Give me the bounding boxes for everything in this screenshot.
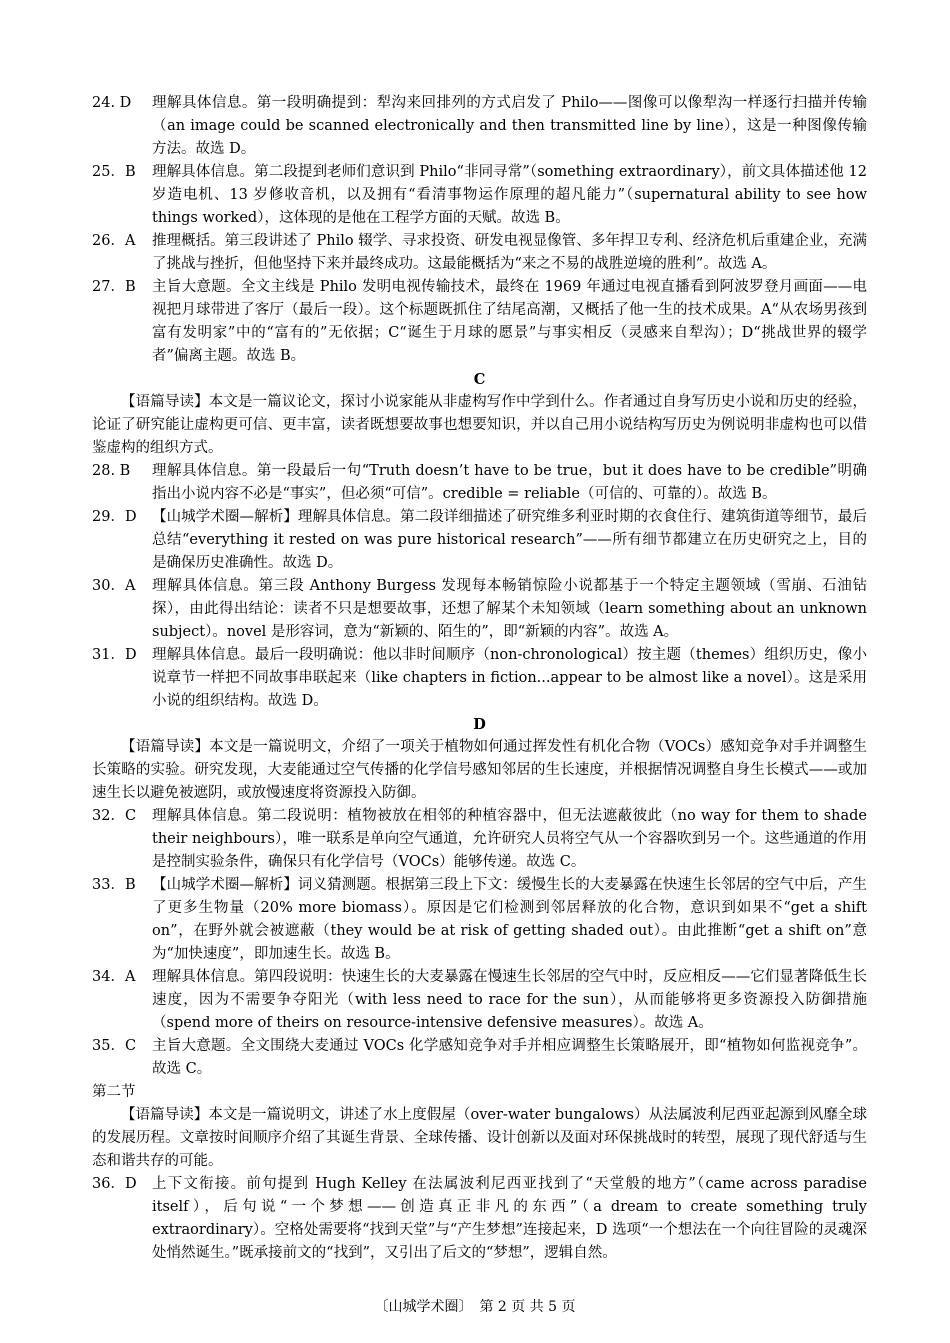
section-d-guide: 【语篇导读】本文是一篇说明文，介绍了一项关于植物如何通过挥发性有机化合物（VOCs）感知竞争对手并调整生长策略的实验。研究发现，大麦能通过空气传播的化学信号感知邻居的生长速度，并根据情况调整自身生长模式——或加速生长以避免被遮阴，或放慢速度将资源投入防御。 <box>92 739 867 801</box>
item-explanation: 理解具体信息。第一段明确提到：犁沟来回排列的方式启发了 Philo——图像可以像犁沟一样逐行扫描并传输（an image could be scanned electronically and then transmitted line by line），这是一种图像传输方法。故选 D。 <box>152 95 867 157</box>
answer-item-27 <box>92 276 867 368</box>
section-2-guide: 【语篇导读】本文是一篇说明文，讲述了水上度假屋（over-water bungalows）从法属波利尼西亚起源到风靡全球的发展历程。文章按时间顺序介绍了其诞生背景、全球传播、设计创新以及面对环保挑战时的转型，展现了现代舒适与生态和谐共存的可能。 <box>92 1107 867 1169</box>
page-footer: 〔山城学术圈〕 第 2 页 共 5 页 <box>374 1299 576 1315</box>
item-number: 35．C <box>92 1038 137 1054</box>
item-explanation: 上下文衔接。前句提到 Hugh Kelley 在法属波利尼西亚找到了“天堂般的地方”（came across paradise itself），后句说“一个梦想——创造真正非凡的东西”（a dream to create something truly extraordinary）。空格处需要将“找到天堂”与“产生梦想”连接起来，D 选项“一个想法在一个向往冒险的灵魂深处悄然诞生。”既承接前文的“找到”，又引出了后文的“梦想”，逻辑自然。 <box>152 1176 867 1261</box>
section-d-items <box>92 805 867 1081</box>
section-c-heading: C <box>473 371 486 388</box>
answer-item-28 <box>92 460 867 506</box>
answer-item-33 <box>92 874 867 966</box>
item-explanation: 理解具体信息。第四段说明：快速生长的大麦暴露在慢速生长邻居的空气中时，反应相反——它们显著降低生长速度，因为不需要争夺阳光（with less need to race for the sun），从而能够将更多资源投入防御措施（spend more of theirs on resource-intensive defensive measures）。故选 A。 <box>152 969 867 1031</box>
answer-item-31 <box>92 644 867 713</box>
item-number: 33．B <box>92 877 136 893</box>
section-c-guide: 【语篇导读】本文是一篇议论文，探讨小说家能从非虚构写作中学到什么。作者通过自身写历史小说和历史的经验，论证了研究能让虚构更可信、更丰富，读者既想要故事也想要知识，并以自己用小说结构写历史为例说明非虚构也可以借鉴虚构的组织方式。 <box>92 394 867 456</box>
item-explanation: 理解具体信息。第三段 Anthony Burgess 发现每本畅销惊险小说都基于一个特定主题领域（雪崩、石油钻探），由此得出结论：读者不只是想要故事，还想了解某个未知领域（learn something about an unknown subject）。novel 是形容词，意为“新颖的、陌生的”，即“新颖的内容”。故选 A。 <box>152 578 867 640</box>
item-number: 30．A <box>92 578 136 594</box>
section-d-heading: D <box>473 716 486 733</box>
item-explanation: 理解具体信息。第一段最后一句“Truth doesn’t have to be true，but it does have to be credible”明确指出小说内容不必是“事实”，但必须“可信”。credible = reliable（可信的、可靠的）。故选 B。 <box>152 463 867 502</box>
answer-item-32 <box>92 805 867 874</box>
item-explanation: 主旨大意题。全文围绕大麦通过 VOCs 化学感知竞争对手并相应调整生长策略展开，即“植物如何监视竞争”。故选 C。 <box>152 1038 867 1077</box>
item-explanation: 理解具体信息。第二段提到老师们意识到 Philo“非同寻常”（something extraordinary），前文具体描述他 12 岁造电机、13 岁修收音机，以及拥有“看清事物运作原理的超凡能力”（supernatural ability to see how things worked），这体现的是他在工程学方面的天赋。故选 B。 <box>152 164 867 226</box>
item-explanation: 推理概括。第三段讲述了 Philo 辍学、寻求投资、研发电视显像管、多年捍卫专利、经济危机后重建企业，充满了挑战与挫折，但他坚持下来并最终成功。这最能概括为“来之不易的战胜逆境的胜利”。故选 A。 <box>152 233 867 272</box>
item-number: 32．C <box>92 808 137 824</box>
section-2-items <box>92 1173 867 1265</box>
answer-explanations <box>92 92 867 1265</box>
item-number: 24. D <box>92 95 132 111</box>
item-number: 31．D <box>92 647 137 663</box>
item-number: 27．B <box>92 279 136 295</box>
answer-item-24 <box>92 92 867 161</box>
item-explanation: 主旨大意题。全文主线是 Philo 发明电视传输技术，最终在 1969 年通过电视直播看到阿波罗登月画面——电视把月球带进了客厅（最后一段）。这个标题既抓住了结尾高潮，又概括了他一生的技术成果。A“从农场男孩到富有发明家”中的“富有的”无依据；C“诞生于月球的愿景”与事实相反（灵感来自犁沟）；D“挑战世界的辍学者”偏离主题。故选 B。 <box>152 279 867 364</box>
answer-item-25 <box>92 161 867 230</box>
answer-item-34 <box>92 966 867 1035</box>
answer-item-26 <box>92 230 867 276</box>
answer-item-36 <box>92 1173 867 1265</box>
item-number: 26．A <box>92 233 136 249</box>
section-c-items <box>92 460 867 713</box>
item-number: 29．D <box>92 509 137 525</box>
item-number: 25．B <box>92 164 136 180</box>
items-24-27 <box>92 92 867 368</box>
item-number: 34．A <box>92 969 136 985</box>
item-number: 36．D <box>92 1176 137 1192</box>
answer-item-29 <box>92 506 867 575</box>
answer-item-30 <box>92 575 867 644</box>
item-explanation: 理解具体信息。第二段说明：植物被放在相邻的种植容器中，但无法遮蔽彼此（no way for them to shade their neighbours），唯一联系是单向空气通道，允许研究人员将空气从一个容器吹到另一个。这些通道的作用是控制实验条件，确保只有化学信号（VOCs）能够传递。故选 C。 <box>152 808 867 870</box>
item-explanation: 【山城学术圈—解析】词义猜测题。根据第三段上下文：缓慢生长的大麦暴露在快速生长邻居的空气中后，产生了更多生物量（20% more biomass）。原因是它们检测到邻居释放的化合物，意识到如果不“get a shift on”，在野外就会被遮蔽（they would be at risk of getting shaded out）。由此推断“get a shift on”意为“加快速度”，即加速生长。故选 B。 <box>152 877 867 962</box>
item-explanation: 【山城学术圈—解析】理解具体信息。第二段详细描述了研究维多利亚时期的衣食住行、建筑街道等细节，最后总结“everything it rested on was pure historical research”——所有细节都建立在历史研究之上，目的是确保历史准确性。故选 D。 <box>152 509 867 571</box>
item-explanation: 理解具体信息。最后一段明确说：他以非时间顺序（non-chronological）按主题（themes）组织历史，像小说章节一样把不同故事串联起来（like chapters in fiction...appear to be almost like a novel）。这是采用小说的组织结构。故选 D。 <box>152 647 867 709</box>
item-number: 28. B <box>92 463 131 479</box>
answer-item-35 <box>92 1035 867 1081</box>
section-2-label: 第二节 <box>92 1084 136 1100</box>
